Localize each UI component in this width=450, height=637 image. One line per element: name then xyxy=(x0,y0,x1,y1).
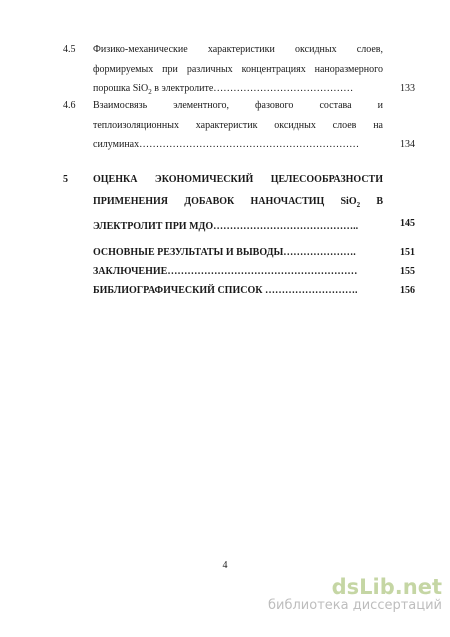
subscript: 2 xyxy=(148,88,152,96)
watermark-subtitle: библиотека диссертаций xyxy=(268,598,442,613)
toc-line-text: В xyxy=(360,196,384,207)
watermark xyxy=(268,576,442,613)
subscript: 2 xyxy=(356,201,361,209)
toc-page-number: 151 xyxy=(400,247,415,258)
toc-line: ЭЛЕКТРОЛИТ ПРИ МДО…………………………………….. xyxy=(93,221,359,232)
toc-entry-conclusion xyxy=(93,262,415,282)
toc-entry-4-5 xyxy=(63,40,415,100)
toc-entry-title xyxy=(93,169,383,238)
toc-line-text: ПРИМЕНЕНИЯ ДОБАВОК НАНОЧАСТИЦ SiO xyxy=(93,196,357,207)
toc-page-number: 134 xyxy=(400,139,415,150)
page-number: 4 xyxy=(222,560,228,571)
toc-line-text: порошка SiO xyxy=(93,83,149,94)
toc-line: формируемых при различных концентрациях наноразмерного xyxy=(93,63,383,75)
toc-entry-5 xyxy=(63,169,415,232)
toc-line-dots: в электролите…………………………………… xyxy=(151,83,354,94)
toc-entry-4-6 xyxy=(63,96,415,156)
toc-line: теплоизоляционных характеристик оксидных слоев на xyxy=(93,119,383,131)
toc-entry-number: 4.6 xyxy=(63,100,76,111)
toc-entry-number: 5 xyxy=(63,174,68,185)
toc-page-number: 133 xyxy=(400,83,415,94)
toc-entry-title: ОСНОВНЫЕ РЕЗУЛЬТАТЫ И ВЫВОДЫ…………………. xyxy=(93,247,356,258)
toc-page-number: 156 xyxy=(400,285,415,296)
toc-entry-bibliography xyxy=(93,281,415,301)
toc-line: Взаимосвязь элементного, фазового состава и xyxy=(93,100,383,111)
toc-entry-title xyxy=(93,96,383,155)
toc-entry-number: 4.5 xyxy=(63,44,76,55)
toc-line: Физико-механические характеристики оксидных слоев, xyxy=(93,44,383,55)
toc-entry-results xyxy=(93,243,415,263)
watermark-logo: dsLib.net xyxy=(331,575,442,599)
toc-line: ОЦЕНКА ЭКОНОМИЧЕСКИЙ ЦЕЛЕСООБРАЗНОСТИ xyxy=(93,174,383,185)
toc-entry-title xyxy=(93,40,383,103)
toc-line: силуминах………………………………………………………… xyxy=(93,139,360,150)
toc-page-number: 155 xyxy=(400,266,415,277)
toc-entry-title: БИБЛИОГРАФИЧЕСКИЙ СПИСОК ………………………. xyxy=(93,285,358,296)
toc-line xyxy=(93,191,383,216)
toc-page-number: 145 xyxy=(400,218,415,229)
toc-entry-title: ЗАКЛЮЧЕНИЕ………………………………………………… xyxy=(93,266,358,277)
